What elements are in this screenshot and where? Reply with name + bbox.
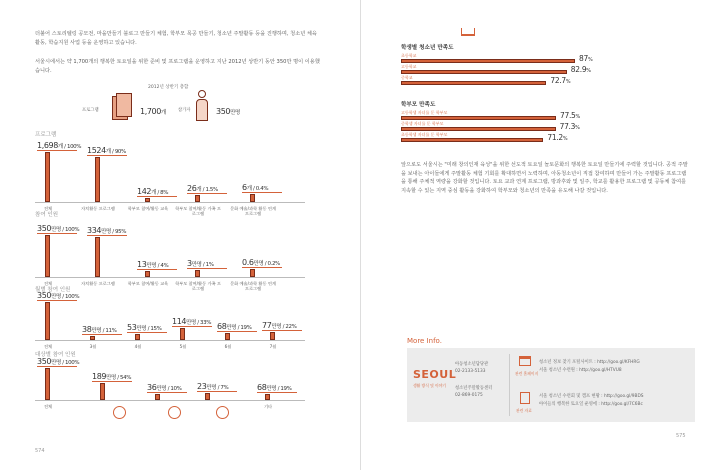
bar-value-underline-2-0 — [37, 300, 77, 301]
bar-label-0-0: 전체 — [43, 206, 53, 211]
teen-face-icon — [168, 406, 181, 419]
link1-item-1[interactable]: 서울 청소년 수련원 : http://goo.gl/HTVU8 — [539, 368, 622, 373]
bar-value-num-1-2: 13 — [137, 260, 147, 269]
bar-value-2-3 — [172, 317, 211, 326]
summary-participants-label: 참가자 — [178, 108, 191, 113]
bar-value-unit-0-3: 개 / 1.5% — [196, 187, 218, 193]
graduation-cap-icon — [461, 28, 475, 36]
bar-value-underline-0-1 — [87, 155, 127, 156]
student-satisfaction-value-unit-2: % — [565, 79, 571, 85]
seoul-logo: SEOUL — [413, 368, 457, 381]
parent-satisfaction-bar-1 — [401, 127, 556, 131]
bar-value-unit-1-2: 만명 / 4% — [146, 263, 169, 269]
summary-participants-unit: 만명 — [230, 110, 240, 116]
bar-value-unit-3-3: 만명 / 7% — [206, 385, 229, 391]
bar-value-underline-3-3 — [197, 391, 237, 392]
bar-value-unit-0-1: 개 / 90% — [105, 149, 126, 156]
bar-value-num-0-3: 26 — [187, 184, 197, 193]
bar-value-unit-1-0: 만명 / 100% — [51, 227, 80, 233]
bar-value-num-2-3: 114 — [172, 316, 187, 326]
section-title-0: 프로그램 — [35, 132, 57, 138]
bar-label-1-1: 자치활동 프로그램 — [81, 281, 115, 286]
bar-value-unit-2-4: 만명 / 19% — [226, 324, 252, 331]
bar-1-0 — [45, 235, 50, 277]
bar-value-unit-2-1: 만명 / 11% — [91, 327, 117, 334]
bar-value-0-2 — [137, 187, 168, 196]
bar-label-1-2: 학부모 참여/활동 교육 — [127, 281, 169, 286]
bar-value-underline-0-0 — [37, 150, 77, 151]
bar-2-0 — [45, 302, 50, 340]
section-axis-1 — [35, 277, 305, 278]
link2-item-0[interactable]: 서울 청소년 수련회 및 캠프 현황 : http://goo.gl/9BDS — [539, 394, 644, 399]
parent-satisfaction-label-2: 초등학생 자녀를 둔 학부모 — [401, 132, 448, 137]
bar-value-num-2-2: 53 — [127, 323, 137, 333]
bar-label-2-4: 6월 — [224, 344, 232, 349]
bar-value-underline-2-3 — [172, 326, 212, 327]
bar-value-1-0 — [37, 224, 79, 233]
contact1-phone: 02-2133-5133 — [455, 369, 486, 374]
bar-value-2-4 — [217, 322, 251, 331]
bar-value-num-0-0: 1,698 — [37, 141, 58, 150]
parent-satisfaction-label-0: 고등학생 자녀를 둔 학부모 — [401, 110, 448, 115]
bar-value-unit-0-2: 개 / 8% — [151, 189, 169, 196]
bar-0-0 — [45, 152, 50, 202]
bar-3-1 — [100, 383, 105, 400]
bar-1-4 — [250, 269, 255, 277]
summary-programs-label: 프로그램 — [82, 108, 99, 113]
bar-value-unit-1-1: 만명 / 95% — [101, 228, 127, 235]
seoul-logo-sub: 생활 방식 및 이야기 — [413, 383, 446, 388]
student-satisfaction-bar-2 — [401, 81, 546, 85]
bar-value-unit-3-1: 만명 / 54% — [106, 374, 132, 381]
bar-value-unit-2-5: 만명 / 22% — [271, 323, 297, 330]
bar-label-2-5: 7월 — [269, 344, 277, 349]
bar-1-1 — [95, 237, 100, 277]
bar-value-underline-0-4 — [242, 192, 282, 193]
bar-0-2 — [145, 198, 150, 202]
right-page — [360, 0, 720, 470]
closing-text: 앞으로도 서울시는 "미래 창의인재 육성"을 위한 선도적 토요일 놀토문화의 행복한 토요일 만들기에 주력할 것입니다. 공적 주말을 보내는 아이들에게 주말활동 체험 기회를 확대하면서 노력하며, 아동청소년이 직접 참여하며 만들어 가는 주말활동 프로그램을 통해 주체적 역량을 강화할 것입니다. 토요 교과 연계 프로그램, 방과후와 및 일주, 학교를 활용한 프로그램 및 공동체 참여를 지속할 수 있는 지역 중심 활동을 강화하여 학부모와 청소년의 만족을 유도해 나갈 것입니다. — [401, 162, 688, 194]
bar-1-2 — [145, 271, 150, 277]
bar-value-unit-2-0: 만명 / 100% — [51, 294, 80, 300]
document-icon — [520, 392, 530, 404]
bar-value-unit-3-2: 만명 / 10% — [156, 386, 182, 392]
student-satisfaction-value-num-1: 82.9 — [570, 65, 587, 74]
bar-value-unit-0-4: 개 / 0.4% — [246, 186, 269, 192]
bar-value-unit-1-3: 만명 / 1% — [191, 262, 214, 268]
program-stack-icon-2 — [116, 93, 132, 117]
links2-tag: 관련 자료 — [516, 408, 532, 413]
bar-value-underline-2-4 — [217, 331, 257, 332]
bar-value-underline-3-1 — [92, 381, 132, 382]
student-satisfaction-value-unit-0: % — [587, 57, 593, 63]
bar-value-1-3 — [187, 259, 214, 268]
summary-participants-value: 350 — [216, 107, 231, 116]
bar-value-num-0-1: 1524 — [87, 146, 106, 156]
home-icon — [519, 356, 531, 366]
bar-value-3-0 — [37, 357, 79, 366]
parents-satisfaction-title: 학부모 만족도 — [401, 102, 436, 108]
bar-label-0-4: 문화 예술/과학 활동 연계 프로그램 — [230, 206, 276, 217]
section-title-2: 월별 참여 인원 — [35, 287, 71, 293]
bar-value-unit-0-0: 개 / 100% — [57, 144, 82, 150]
summary-programs-value: 1,700 — [140, 107, 161, 116]
bar-label-1-4: 문화 예술/과학 활동 연계 프로그램 — [230, 281, 276, 292]
student-satisfaction-label-1: 고등학교 — [401, 64, 417, 69]
bar-value-2-2 — [127, 323, 161, 332]
bar-value-unit-3-0: 만명 / 100% — [51, 360, 80, 366]
parent-satisfaction-label-1: 중학생 자녀를 둔 학부모 — [401, 121, 444, 126]
intro-text: 더불어 스토리텔링 공모전, 마을만들기 블로그 만들기 체험, 학부모 목공 만들기, 청소년 주말활동 등을 진행하며, 청소년 체육활동, 학습지원 사업 등을 운영하고 있습니다. — [35, 31, 317, 46]
bar-value-num-2-1: 38 — [82, 324, 92, 334]
links1-tag: 관련 홈페이지 — [515, 371, 539, 376]
contact2-phone: 02-869-0175 — [455, 393, 483, 398]
bar-3-2 — [155, 394, 160, 400]
bar-3-0 — [45, 368, 50, 400]
bar-2-4 — [225, 333, 230, 340]
bar-label-3-0: 전체 — [43, 404, 53, 409]
parent-satisfaction-value-unit-0: % — [575, 114, 580, 120]
parent-satisfaction-value-0 — [560, 111, 580, 120]
summary-period: 2012년 상반기 총합 — [148, 85, 189, 90]
bar-value-underline-2-2 — [127, 332, 167, 333]
bar-label-2-3: 5월 — [179, 344, 187, 349]
section-title-3: 대상별 참여 인원 — [35, 352, 76, 358]
bar-value-3-2 — [147, 383, 181, 392]
bar-value-1-1 — [87, 226, 126, 235]
contact1-name: 아동청소년담당관 — [455, 362, 489, 367]
bar-value-unit-2-3: 만명 / 33% — [186, 319, 212, 326]
bar-value-num-2-4: 68 — [217, 321, 227, 331]
link1-item-0[interactable]: 청소년 정보 찾기 포털사이트 : http://goo.gl/KFHRG — [539, 360, 640, 365]
divider — [509, 354, 510, 416]
parent-satisfaction-bar-0 — [401, 116, 556, 120]
bar-label-1-3: 학부모 참여/활동 가족 프로그램 — [175, 281, 221, 292]
summary-programs-unit: 개 — [160, 110, 166, 116]
parent-satisfaction-value-unit-2: % — [562, 136, 568, 142]
bar-2-3 — [180, 328, 185, 340]
bar-value-num-2-5: 77 — [262, 320, 272, 330]
parent-satisfaction-value-num-1: 77.3 — [559, 122, 576, 131]
bar-label-1-0: 전체 — [43, 281, 53, 286]
parent-satisfaction-value-num-0: 77.5 — [560, 111, 576, 120]
contact2-name: 청소년주말활동센터 — [455, 386, 493, 391]
parent-satisfaction-value-1 — [560, 122, 580, 131]
bar-label-0-3: 학부모 참여/활동 가족 프로그램 — [175, 206, 221, 217]
bar-value-num-3-0: 350 — [37, 357, 52, 366]
bar-value-num-3-3: 23 — [197, 382, 207, 391]
student-satisfaction-value-0 — [579, 54, 592, 63]
parent-satisfaction-value-num-2: 71.2 — [547, 133, 563, 142]
student-satisfaction-value-1 — [571, 65, 591, 74]
section-axis-0 — [35, 202, 305, 203]
student-satisfaction-value-2 — [550, 76, 570, 85]
bar-value-1-2 — [137, 260, 168, 269]
page-number-right: 575 — [676, 433, 686, 439]
bar-value-num-2-0: 350 — [37, 291, 52, 300]
intro-text-2: 서울시에서는 약 1,700개의 행복한 토요일을 위한 준비 및 프로그램을 운영하고 지난 2012년 상반기 동안 350만 명이 이용했습니다. — [35, 59, 320, 74]
bar-value-underline-3-4 — [257, 392, 297, 393]
bar-value-0-0 — [37, 141, 81, 150]
bar-value-2-1 — [82, 325, 116, 334]
bar-2-1 — [90, 336, 95, 340]
bar-1-3 — [195, 270, 200, 277]
bar-value-underline-0-3 — [187, 193, 227, 194]
more-info-box — [407, 348, 695, 422]
bar-value-num-1-1: 334 — [87, 225, 102, 235]
section-axis-2 — [35, 340, 305, 341]
bar-value-num-0-4: 6 — [242, 183, 247, 192]
more-info-title: More Info. — [407, 337, 442, 345]
bar-value-underline-0-2 — [137, 196, 177, 197]
section-axis-3 — [35, 400, 305, 401]
parent-face-icon — [216, 406, 229, 419]
bar-label-2-1: 3월 — [89, 344, 97, 349]
bar-value-underline-3-2 — [147, 392, 187, 393]
bar-label-2-2: 4월 — [134, 344, 142, 349]
bar-value-num-3-1: 189 — [92, 371, 107, 381]
student-satisfaction-label-2: 중학교 — [401, 75, 413, 80]
person-icon — [198, 90, 206, 98]
bar-value-num-0-2: 142 — [137, 186, 152, 196]
bar-value-num-3-2: 36 — [147, 383, 157, 392]
bar-value-unit-3-4: 만명 / 19% — [266, 385, 292, 392]
bar-0-1 — [95, 157, 100, 202]
link2-item-1[interactable]: 아이들의 행복한 토요일 운영에 : http://goo.gl/7C6Bc — [539, 402, 643, 407]
bar-value-1-4 — [242, 258, 280, 267]
student-satisfaction-value-num-2: 72.7 — [550, 76, 566, 85]
bar-label-2-0: 전체 — [43, 344, 53, 349]
bar-0-3 — [195, 195, 200, 202]
bar-value-2-5 — [262, 321, 296, 330]
bar-value-underline-1-4 — [242, 267, 282, 268]
parent-satisfaction-bar-2 — [401, 138, 543, 142]
bar-value-0-1 — [87, 146, 126, 155]
bar-label-0-1: 자치활동 프로그램 — [81, 206, 115, 211]
bar-0-4 — [250, 194, 255, 202]
bar-value-0-4 — [242, 183, 268, 192]
bar-value-num-3-4: 68 — [257, 382, 267, 392]
bar-value-underline-3-0 — [37, 366, 77, 367]
bar-value-2-0 — [37, 291, 79, 300]
bar-value-underline-1-3 — [187, 268, 227, 269]
bar-value-underline-2-1 — [82, 334, 122, 335]
bar-value-num-1-3: 3 — [187, 259, 192, 268]
bar-value-3-3 — [197, 382, 228, 391]
bar-value-num-1-4: 0.6 — [242, 258, 254, 267]
student-satisfaction-bar-0 — [401, 59, 575, 63]
student-satisfaction-value-unit-1: % — [586, 68, 591, 74]
child-face-icon — [113, 406, 126, 419]
bar-value-underline-1-1 — [87, 235, 127, 236]
bar-label-3-4: 기타 — [263, 404, 273, 409]
bar-value-3-4 — [257, 383, 291, 392]
bar-value-3-1 — [92, 372, 131, 381]
person-body-icon — [196, 99, 208, 121]
bar-value-underline-2-5 — [262, 330, 302, 331]
student-satisfaction-value-num-0: 87 — [579, 54, 588, 63]
bar-3-4 — [265, 394, 270, 400]
bar-value-0-3 — [187, 184, 218, 193]
section-title-1: 참여 인원 — [35, 212, 59, 218]
bar-value-num-1-0: 350 — [37, 224, 52, 233]
parent-satisfaction-value-unit-1: % — [575, 125, 580, 131]
bar-value-underline-1-0 — [37, 233, 77, 234]
parent-satisfaction-value-2 — [547, 133, 567, 142]
bar-value-underline-1-2 — [137, 269, 177, 270]
student-satisfaction-label-0: 초등학교 — [401, 53, 417, 58]
bar-label-0-2: 학부모 참여/활동 교육 — [127, 206, 169, 211]
page-number-left: 574 — [35, 448, 45, 454]
bar-2-5 — [270, 332, 275, 340]
bar-2-2 — [135, 334, 140, 340]
students-satisfaction-title: 학생별 청소년 만족도 — [401, 45, 454, 51]
bar-3-3 — [205, 393, 210, 400]
bar-value-unit-2-2: 만명 / 15% — [136, 326, 162, 333]
bar-value-unit-1-4: 만명 / 0.2% — [253, 261, 280, 267]
student-satisfaction-bar-1 — [401, 70, 567, 74]
